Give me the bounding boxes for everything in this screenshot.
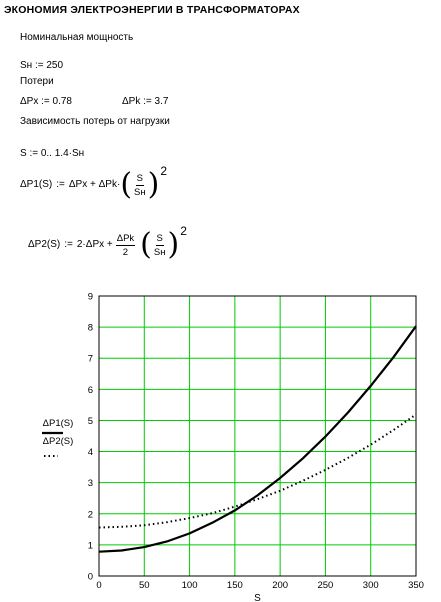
y-tick-label: 5 [87, 415, 93, 427]
losses-heading: Потери [20, 76, 54, 87]
x-tick-label: 150 [226, 580, 243, 591]
y-tick-label: 7 [87, 353, 93, 365]
y-tick-label: 1 [87, 540, 93, 552]
formula-dp1-term: ΔPх + ΔPk· [68, 179, 121, 190]
formula-dp1-fraction: $\frac{S}{Sн}$ [134, 172, 146, 198]
x-tick-label: 300 [362, 580, 379, 591]
y-tick-label: 6 [87, 384, 93, 396]
formula-dp2-term: 2·ΔPх + [76, 239, 113, 250]
y-tick-label: 2 [87, 509, 93, 521]
series-line-2 [99, 415, 416, 528]
range-definition[interactable]: S := 0.. 1.4·Sн [20, 148, 85, 159]
plot-frame [99, 296, 416, 576]
formula-dp2-coef: $\frac{\text{ΔPk}}{2}$ [116, 232, 135, 258]
series-line-1 [99, 326, 416, 552]
pk-definition[interactable]: ΔPk := 3.7 [122, 96, 169, 107]
page-title: ЭКОНОМИЯ ЭЛЕКТРОЭНЕРГИИ В ТРАНСФОРМАТОРАХ [4, 4, 300, 16]
formula-dp2[interactable]: ΔP2(S) := 2·ΔPх + $\frac{\text{ΔPk}}{2}$ ( $\frac{S}{Sн}$ ) 2 [28, 224, 187, 262]
x-tick-label: 50 [138, 580, 150, 591]
dependence-heading: Зависимость потерь от нагрузки [20, 116, 170, 127]
formula-dp2-power: 2 [180, 224, 187, 238]
formula-dp2-assign: := [64, 239, 73, 250]
x-tick-label: 250 [317, 580, 334, 591]
x-tick-label: 0 [96, 580, 102, 591]
px-definition[interactable]: ΔPх := 0.78 [20, 96, 72, 107]
legend-label-dp2: ΔP2(S) [42, 436, 74, 447]
x-axis-label: S [254, 593, 261, 602]
y-tick-label: 8 [87, 322, 93, 334]
x-tick-label: 200 [272, 580, 289, 591]
formula-dp1-lhs: ΔP1(S) [20, 179, 53, 190]
formula-dp2-lhs: ΔP2(S) [28, 239, 61, 250]
y-tick-label: 4 [87, 447, 93, 459]
sn-definition[interactable]: Sн := 250 [20, 60, 64, 71]
y-tick-label: 0 [87, 571, 93, 583]
formula-dp1-assign: := [56, 179, 65, 190]
x-tick-label: 350 [408, 580, 424, 591]
formula-dp1[interactable]: ΔP1(S) := ΔPх + ΔPk· ( $\frac{S}{Sн}$ ) 2 [20, 164, 168, 202]
y-tick-label: 9 [87, 291, 93, 303]
formula-dp2-fraction: $\frac{S}{Sн}$ [153, 232, 166, 258]
x-tick-label: 100 [181, 580, 198, 591]
legend-label-dp1: ΔP1(S) [42, 418, 74, 429]
y-tick-label: 3 [87, 478, 93, 490]
formula-dp1-power: 2 [160, 164, 168, 178]
nominal-power-heading: Номинальная мощность [20, 32, 134, 43]
